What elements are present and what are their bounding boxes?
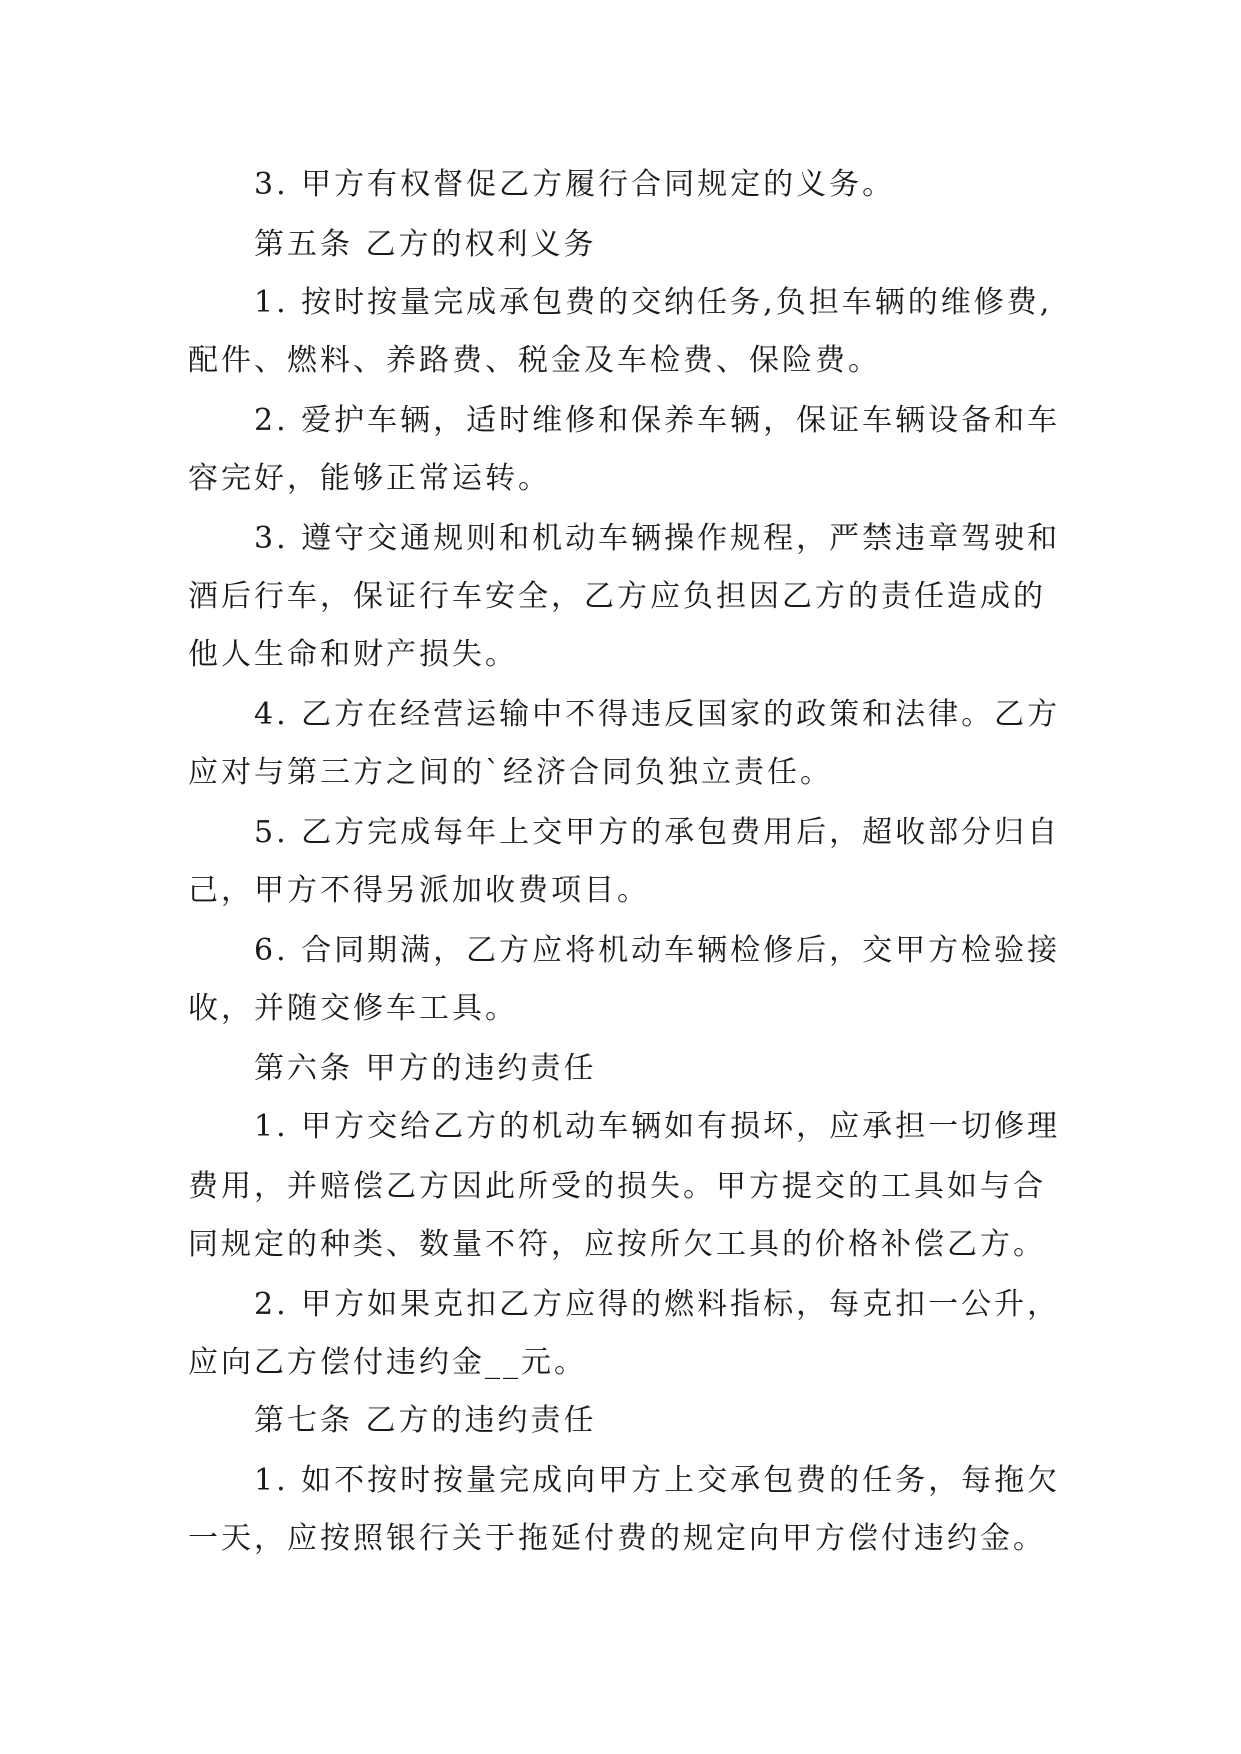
text-line: 6. 合同期满，乙方应将机动车辆检修后，交甲方检验接 <box>254 933 1061 968</box>
text-line: 1. 甲方交给乙方的机动车辆如有损坏，应承担一切修理 <box>254 1109 1061 1144</box>
text-line: 1. 如不按时按量完成向甲方上交承包费的任务，每拖欠 <box>254 1463 1061 1498</box>
text-line: 1. 按时按量完成承包费的交纳任务,负担车辆的维修费, <box>254 285 1053 320</box>
text-line: 2. 甲方如果克扣乙方应得的燃料指标，每克扣一公升， <box>254 1287 1061 1322</box>
text-line: 他人生命和财产损失。 <box>188 637 518 672</box>
text-line: 应向乙方偿付违约金__元。 <box>188 1345 587 1380</box>
text-line: 己，甲方不得另派加收费项目。 <box>188 873 650 908</box>
text-line: 收，并随交修车工具。 <box>188 991 518 1026</box>
text-line: 同规定的种类、数量不符，应按所欠工具的价格补偿乙方。 <box>188 1227 1046 1262</box>
text-line: 5. 乙方完成每年上交甲方的承包费用后，超收部分归自 <box>254 815 1061 850</box>
text-line: 配件、燃料、养路费、税金及车检费、保险费。 <box>188 343 881 378</box>
text-line: 酒后行车，保证行车安全，乙方应负担因乙方的责任造成的 <box>188 579 1046 614</box>
section-heading: 第六条 甲方的违约责任 <box>254 1051 597 1086</box>
text-line: 应对与第三方之间的`经济合同负独立责任。 <box>188 755 833 790</box>
text-line: 费用，并赔偿乙方因此所受的损失。甲方提交的工具如与合 <box>188 1169 1046 1204</box>
text-line: 容完好，能够正常运转。 <box>188 461 551 496</box>
text-line: 一天，应按照银行关于拖延付费的规定向甲方偿付违约金。 <box>188 1521 1046 1556</box>
text-line: 3. 甲方有权督促乙方履行合同规定的义务。 <box>254 167 896 202</box>
section-heading: 第七条 乙方的违约责任 <box>254 1403 597 1438</box>
text-line: 2. 爱护车辆，适时维修和保养车辆，保证车辆设备和车 <box>254 403 1061 438</box>
text-line: 4. 乙方在经营运输中不得违反国家的政策和法律。乙方 <box>254 697 1061 732</box>
section-heading: 第五条 乙方的权利义务 <box>254 227 597 262</box>
text-line: 3. 遵守交通规则和机动车辆操作规程，严禁违章驾驶和 <box>254 521 1061 556</box>
